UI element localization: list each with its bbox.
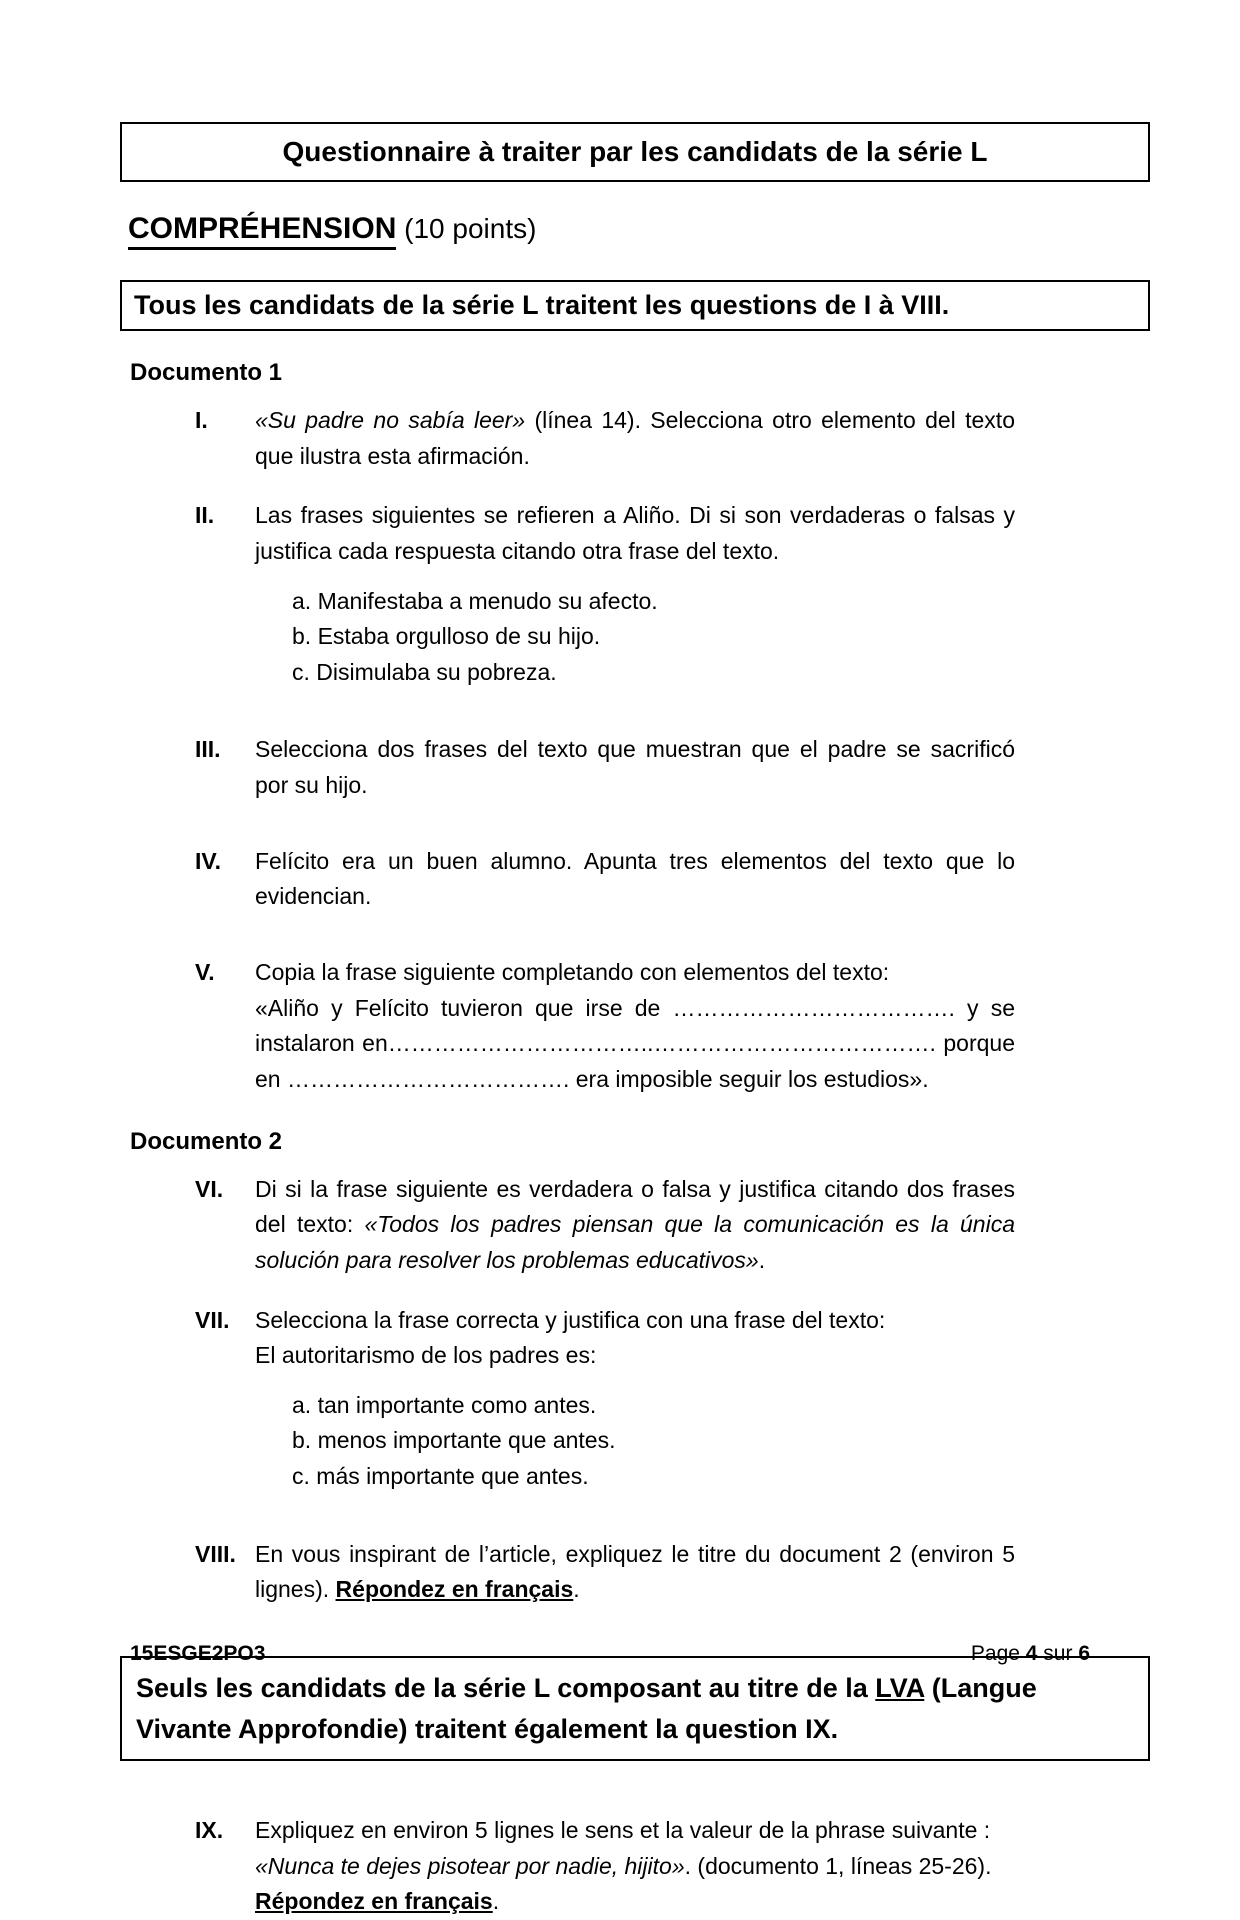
question-4-number: IV. [195, 847, 222, 874]
question-5-quote-line-1: «Aliño y Felícito tuvieron que irse de ………………………………. y se [255, 994, 1015, 1021]
lva-rule-after: (Langue Vivante Approfondie) traitent également la question IX. [136, 1673, 1037, 1744]
question-2-option-c: c. Disimulaba su pobreza. [292, 658, 557, 685]
question-1-text [255, 403, 1015, 474]
question-2-option-a: a. Manifestaba a menudo su afecto. [292, 587, 658, 614]
question-4-text: Felícito era un buen alumno. Apunta tres elementos del texto que lo evidencian. [255, 847, 1015, 910]
question-3 [195, 732, 1015, 803]
question-1 [195, 403, 1015, 474]
question-7-line-2: El autoritarismo de los padres es: [255, 1342, 597, 1369]
lva-abbreviation: LVA [875, 1673, 925, 1704]
questionnaire-title-box [120, 122, 1150, 182]
question-7 [195, 1303, 1015, 1497]
question-7-option-b: b. menos importante que antes. [292, 1427, 616, 1454]
questionnaire-title: Questionnaire à traiter par les candidats de la série L [282, 136, 988, 167]
question-4 [195, 844, 1015, 915]
question-8-number: VIII. [195, 1540, 236, 1567]
total-page-number: 6 [1078, 1642, 1090, 1665]
question-3-text: Selecciona dos frases del texto que muestran que el padre se sacrificó por su hijo. [255, 736, 1015, 799]
question-5-text [255, 955, 1015, 1098]
documento1-heading: Documento 1 [130, 359, 283, 386]
question-7-text [255, 1303, 1015, 1497]
document-reference-code: 15ESGE2PO3 [130, 1642, 266, 1665]
question-7-number: VII. [195, 1306, 230, 1333]
series-l-rule-text: Tous les candidats de la série L traitent les questions de I à VIII. [134, 290, 950, 320]
question-8-respond-french: Répondez en français [335, 1576, 574, 1603]
current-page-number: 4 [1025, 1642, 1038, 1665]
lva-rule-before: Seuls les candidats de la série L composant au titre de la [136, 1673, 876, 1704]
question-6-lead: Di si la frase siguiente es verdadera o falsa y justifica citando dos frases del texto: [255, 1175, 1015, 1238]
question-8 [195, 1537, 1015, 1608]
question-2-number: II. [195, 502, 215, 529]
sur-word: sur [1037, 1642, 1079, 1665]
question-7-option-a: a. tan importante como antes. [292, 1391, 597, 1418]
question-9-rest: . [492, 1888, 500, 1915]
question-5-quote-line-2: instalaron en……………………………..………………………………. porque [255, 1030, 1015, 1057]
lva-rule-box [120, 1656, 1150, 1761]
question-1-quote: «Su padre no sabía leer» [255, 407, 526, 433]
page-word: Page [970, 1642, 1026, 1665]
question-2-text [255, 498, 1015, 692]
question-9-line-2 [255, 1849, 1015, 1885]
question-5-statement: Copia la frase siguiente completando con elementos del texto: [255, 959, 890, 986]
question-8-rest: . [573, 1576, 580, 1603]
question-9-text [255, 1813, 1015, 1920]
question-9-line-3 [255, 1884, 1015, 1920]
question-2-option-b: b. Estaba orgulloso de su hijo. [292, 623, 601, 650]
question-1-rest: (línea 14). Selecciona otro elemento del texto que ilustra esta afirmación. [255, 407, 1015, 469]
question-2 [195, 498, 1015, 692]
question-1-number: I. [195, 407, 208, 433]
question-5-quote-line-3: en ………………………………. era imposible seguir los estudios». [255, 1065, 929, 1092]
question-9-reference: . (documento 1, líneas 25-26). [684, 1852, 992, 1879]
question-8-lead: En vous inspirant de l’article, expliquez le titre du document 2 (environ 5 lignes). [255, 1540, 1015, 1603]
question-6 [195, 1172, 1015, 1279]
question-7-option-c: c. más importante que antes. [292, 1463, 589, 1490]
question-6-quote: «Todos los padres piensan que la comunicación es la única solución para resolver los problemas educativos» [255, 1211, 1015, 1273]
comprehension-label: COMPRÉHENSION [128, 212, 396, 250]
question-6-text [255, 1172, 1015, 1279]
series-l-rule-box [120, 280, 1150, 331]
question-8-text [255, 1537, 1015, 1608]
question-5-number: V. [195, 959, 215, 986]
question-2-statement: Las frases siguientes se refieren a Aliño. Di si son verdaderas o falsas y justifica cada respuesta citando otra frase del texto. [255, 502, 1015, 564]
question-7-options [292, 1388, 1015, 1495]
question-2-options [292, 584, 1015, 691]
question-9-respond-french: Répondez en français [255, 1888, 493, 1915]
comprehension-points: (10 points) [396, 213, 537, 244]
question-9-quote: «Nunca te dejes pisotear por nadie, hijito» [255, 1852, 685, 1879]
question-9-line-1: Expliquez en environ 5 lignes le sens et la valeur de la phrase suivante : [255, 1817, 991, 1844]
question-9-number: IX. [195, 1817, 224, 1844]
question-3-number: III. [195, 736, 221, 763]
question-9 [195, 1813, 1015, 1920]
question-6-number: VI. [195, 1175, 224, 1202]
page-number-indicator [971, 1642, 1090, 1666]
question-7-line-1: Selecciona la frase correcta y justifica con una frase del texto: [255, 1306, 886, 1333]
question-5 [195, 955, 1015, 1098]
documento2-heading: Documento 2 [130, 1127, 283, 1155]
comprehension-heading [128, 212, 1150, 250]
question-6-rest: . [758, 1246, 766, 1273]
